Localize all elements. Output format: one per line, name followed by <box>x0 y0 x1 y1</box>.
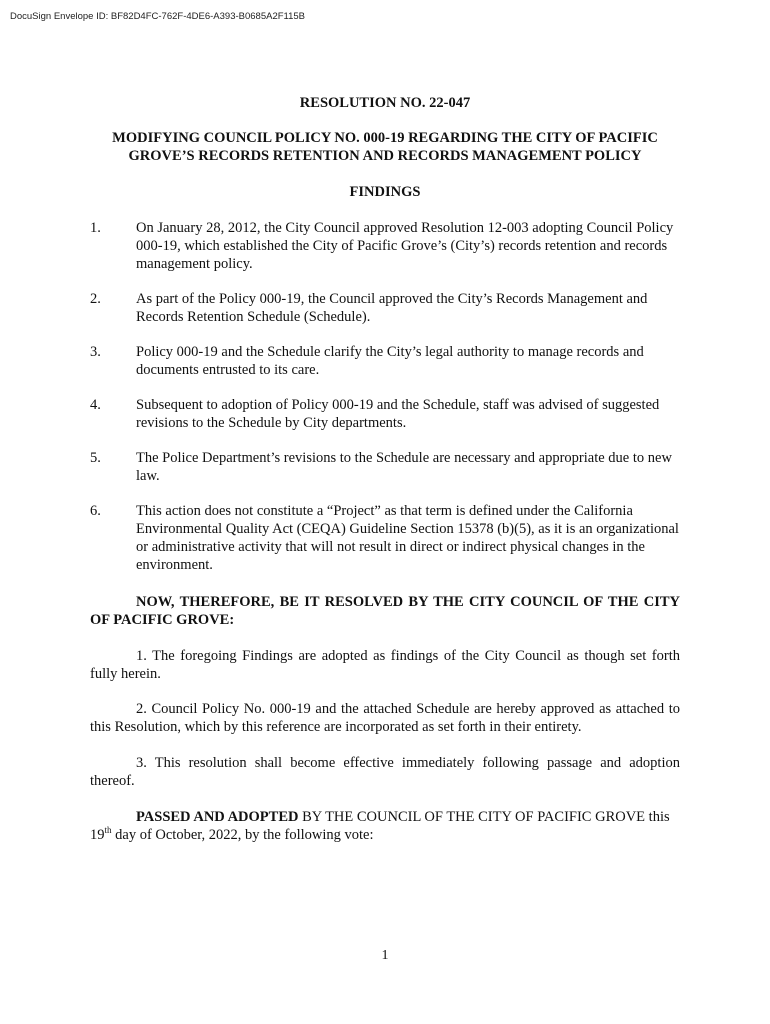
docusign-envelope-id: DocuSign Envelope ID: BF82D4FC-762F-4DE6-A393-B0685A2F115B <box>10 11 306 22</box>
findings-list <box>90 219 682 591</box>
page-number: 1 <box>381 948 389 963</box>
finding-number: 2. <box>90 291 101 307</box>
finding-text: This action does not constitute a “Project” as that term is defined under the California Environmental Quality Act (CEQA) Guideline Section 15378 (b)(5), as it is an organizational or administrative activity that will not result in direct or indirect physical changes in the environment. <box>136 503 679 573</box>
finding-item <box>90 290 682 326</box>
finding-number: 5. <box>90 450 101 466</box>
resolution-item-3: 3. This resolution shall become effective immediately following passage and adoption thereof. <box>90 755 680 789</box>
passed-and-adopted <box>90 808 680 844</box>
resolution-item-1: 1. The foregoing Findings are adopted as findings of the City Council as though set forth fully herein. <box>90 648 680 682</box>
finding-item <box>90 449 682 485</box>
finding-text: As part of the Policy 000-19, the Council approved the City’s Records Management and Records Retention Schedule (Schedule). <box>136 291 648 325</box>
finding-item <box>90 219 682 273</box>
finding-item <box>90 502 682 574</box>
finding-item <box>90 396 682 432</box>
passed-and-adopted-lead: PASSED AND ADOPTED <box>136 809 299 825</box>
passed-and-adopted-text: BY THE COUNCIL OF THE CITY OF PACIFIC GROVE this 19 <box>90 809 670 843</box>
resolution-item-2: 2. Council Policy No. 000-19 and the attached Schedule are hereby approved as attached to this Resolution, which by this reference are incorporated as set forth in their entirety. <box>90 701 680 735</box>
resolved-clause: NOW, THEREFORE, BE IT RESOLVED BY THE CITY COUNCIL OF THE CITY OF PACIFIC GROVE: <box>90 594 680 628</box>
findings-title: FINDINGS <box>349 184 421 200</box>
resolution-heading-line-2: GROVE’S RECORDS RETENTION AND RECORDS MANAGEMENT POLICY <box>128 148 642 164</box>
finding-number: 1. <box>90 220 101 236</box>
resolution-heading-line-1: MODIFYING COUNCIL POLICY NO. 000-19 REGARDING THE CITY OF PACIFIC <box>112 130 658 146</box>
finding-number: 3. <box>90 344 101 360</box>
day-ordinal-suffix: th <box>104 825 112 835</box>
finding-number: 6. <box>90 503 101 519</box>
finding-number: 4. <box>90 397 101 413</box>
resolution-heading <box>0 129 770 165</box>
finding-text: The Police Department’s revisions to the Schedule are necessary and appropriate due to new law. <box>136 450 672 484</box>
resolution-number: RESOLUTION NO. 22-047 <box>299 95 471 111</box>
passed-and-adopted-date: day of October, 2022, by the following vote: <box>111 827 374 843</box>
finding-text: On January 28, 2012, the City Council approved Resolution 12-003 adopting Council Policy 000-19, which established the City of Pacific Grove’s (City’s) records retention and records management policy. <box>136 220 674 272</box>
finding-text: Policy 000-19 and the Schedule clarify the City’s legal authority to manage records and documents entrusted to its care. <box>136 344 644 378</box>
finding-item <box>90 343 682 379</box>
finding-text: Subsequent to adoption of Policy 000-19 and the Schedule, staff was advised of suggested revisions to the Schedule by City departments. <box>136 397 660 431</box>
